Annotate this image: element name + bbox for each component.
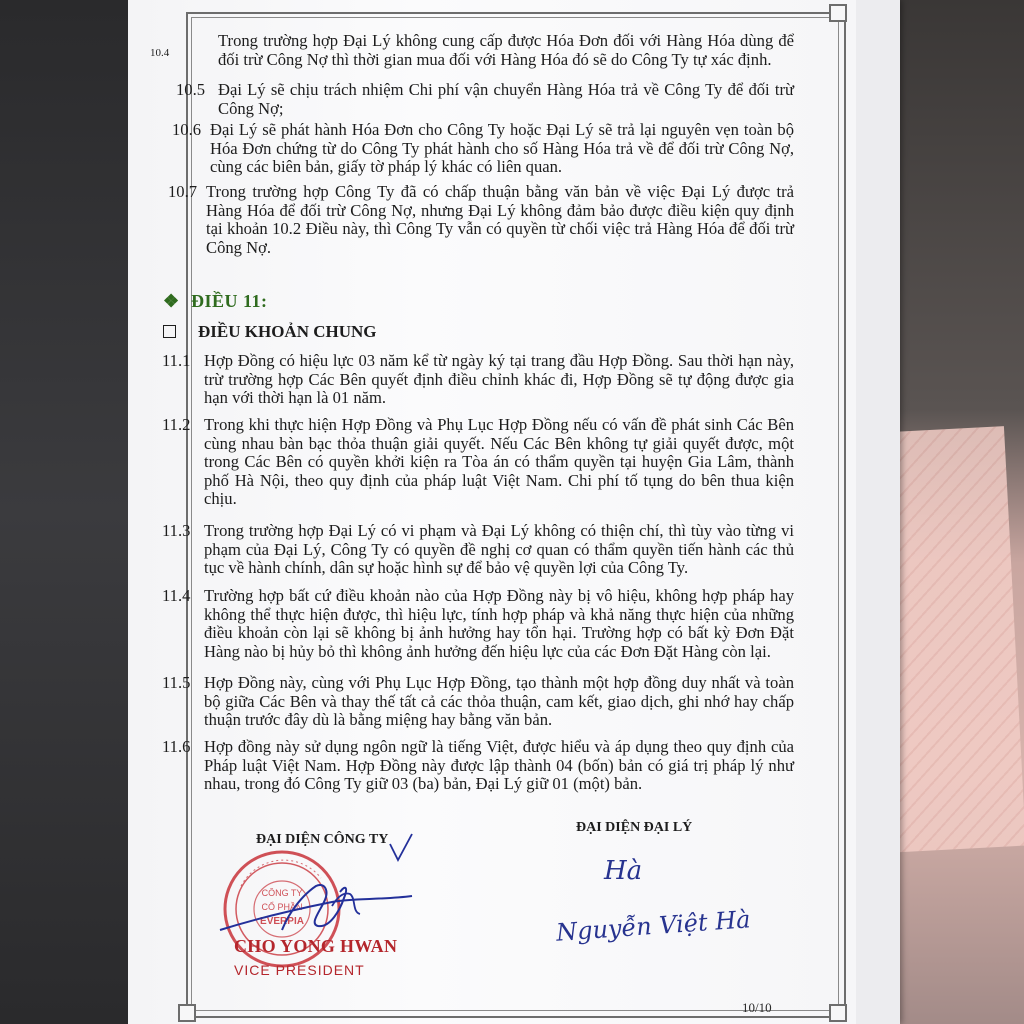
clause-text: Trong trường hợp Đại Lý có vi phạm và Đại Lý không có thiện chí, thì tùy vào từng vi phạm của Đại Lý, Công Ty có quyền đề nghị cơ quan có thẩm quyền tiến hành các thủ tục về hành chính, dân sự hoặc hình sự để bảo vệ quyền lợi của Công Ty. (204, 521, 794, 577)
company-representative-label: ĐẠI DIỆN CÔNG TY (256, 832, 389, 847)
border-corner-ornament (829, 1004, 847, 1022)
agent-signature-fullname: Nguyễn Việt Hà (555, 905, 752, 947)
company-signer-name: CHO YONG HWAN (234, 936, 398, 956)
clause-text: Trong khi thực hiện Hợp Đồng và Phụ Lục Hợp Đồng nếu có vấn đề phát sinh Các Bên cùng nhau bàn bạc thỏa thuận giải quyết. Nếu Các Bên không tự giải quyết được, một trong Các Bên có quyền khởi kiện ra Tòa án có thẩm quyền tại huyện Gia Lâm, thành phố Hà Nội, theo quy định của pháp luật Việt Nam. Chi phí tố tụng do bên thua kiện chịu. (204, 415, 794, 508)
checkbox-bullet-icon (163, 325, 176, 338)
clause-number: 10.4 (150, 47, 170, 59)
agent-representative-label: ĐẠI DIỆN ĐẠI LÝ (576, 820, 693, 835)
clause-number: 11.4 (162, 586, 191, 605)
stamp-line: CỔ PHẦN (261, 902, 303, 912)
clause-text: Hợp đồng này sử dụng ngôn ngữ là tiếng Việt, được hiểu và áp dụng theo quy định của Pháp luật Việt Nam. Hợp Đồng này được lập thành 04 (bốn) bản có giá trị pháp lý như nhau, trong đó Công Ty giữ 03 (ba) bản, Đại Lý giữ 01 (một) bản. (204, 737, 794, 793)
clause-number: 10.7 (168, 182, 198, 201)
clause-text: Trường hợp bất cứ điều khoản nào của Hợp Đồng này bị vô hiệu, không hợp pháp hay không thể thực hiện được, thì hiệu lực, tính hợp pháp và khả năng thực hiện của những điều khoản còn lại sẽ không bị ảnh hưởng hay tổn hại. Trường hợp có bất kỳ Đơn Đặt Hàng nào bị hủy bỏ thì không ảnh hưởng đến hiệu lực của các Đơn Đặt Hàng còn lại. (204, 586, 794, 661)
page-number: 10/10 (742, 1000, 772, 1015)
clause-number: 11.6 (162, 737, 191, 756)
border-corner-ornament (829, 4, 847, 22)
clause-text: Hợp Đồng này, cùng với Phụ Lục Hợp Đồng, tạo thành một hợp đồng duy nhất và toàn bộ giữa Các Bên và thay thế tất cả các thỏa thuận, cam kết, giao dịch, ghi nhớ hay chấp thuận trước đây dù là bằng miệng hay bằng văn bản. (204, 673, 794, 729)
article-subheading (163, 323, 377, 342)
company-signer-title: VICE PRESIDENT (234, 962, 365, 978)
background-left (0, 0, 128, 1024)
clause-text: Trong trường hợp Đại Lý không cung cấp được Hóa Đơn đối với Hàng Hóa dùng để đối trừ Công Nợ thì thời gian mua đối với Hàng Hóa đó sẽ do Công Ty tự xác định. (218, 31, 794, 69)
clause-number: 11.5 (162, 673, 191, 692)
company-signature (212, 830, 452, 950)
clause-text: Đại Lý sẽ phát hành Hóa Đơn cho Công Ty hoặc Đại Lý sẽ trả lại nguyên vẹn toàn bộ Hóa Đơn chứng từ do Công Ty phát hành cho số Hàng Hóa trả về để đối trừ Công Nợ, cùng các biên bản, giấy tờ pháp lý khác có liên quan. (210, 120, 794, 176)
clause-text: Trong trường hợp Công Ty đã có chấp thuận bằng văn bản về việc Đại Lý được trả Hàng Hóa để đối trừ Công Nợ, nhưng Đại Lý không đảm bảo được điều kiện quy định tại khoản 10.2 Điều này, thì Công Ty vẫn có quyền từ chối việc trả Hàng Hóa để đối trừ Công Nợ. (206, 182, 794, 257)
clause-text: Hợp Đồng có hiệu lực 03 năm kể từ ngày ký tại trang đầu Hợp Đồng. Sau thời hạn này, trừ trường hợp Các Bên quyết định điều chỉnh khác đi, Hợp Đồng sẽ tự động được gia hạn với thời hạn là 01 năm. (204, 351, 794, 407)
clause-text: Đại Lý sẽ chịu trách nhiệm Chi phí vận chuyển Hàng Hóa trả về Công Ty để đối trừ Công Nợ; (218, 80, 794, 118)
article-heading (163, 292, 268, 311)
article-subtitle: ĐIỀU KHOẢN CHUNG (198, 322, 377, 341)
document-page (128, 0, 856, 1024)
clause-number: 11.1 (162, 351, 191, 370)
agent-signature-initial: Hà (604, 856, 643, 886)
stamp-line: CÔNG TY (261, 888, 303, 898)
clause-number: 10.6 (172, 120, 202, 139)
diamond-bullet-icon: ❖ (163, 291, 180, 311)
clause-number: 11.2 (162, 415, 191, 434)
clause-number: 10.5 (176, 80, 206, 99)
border-corner-ornament (178, 1004, 196, 1022)
article-title: ĐIỀU 11: (191, 291, 268, 311)
clause-number: 11.3 (162, 521, 191, 540)
stamp-line: EVERPIA (260, 916, 304, 927)
